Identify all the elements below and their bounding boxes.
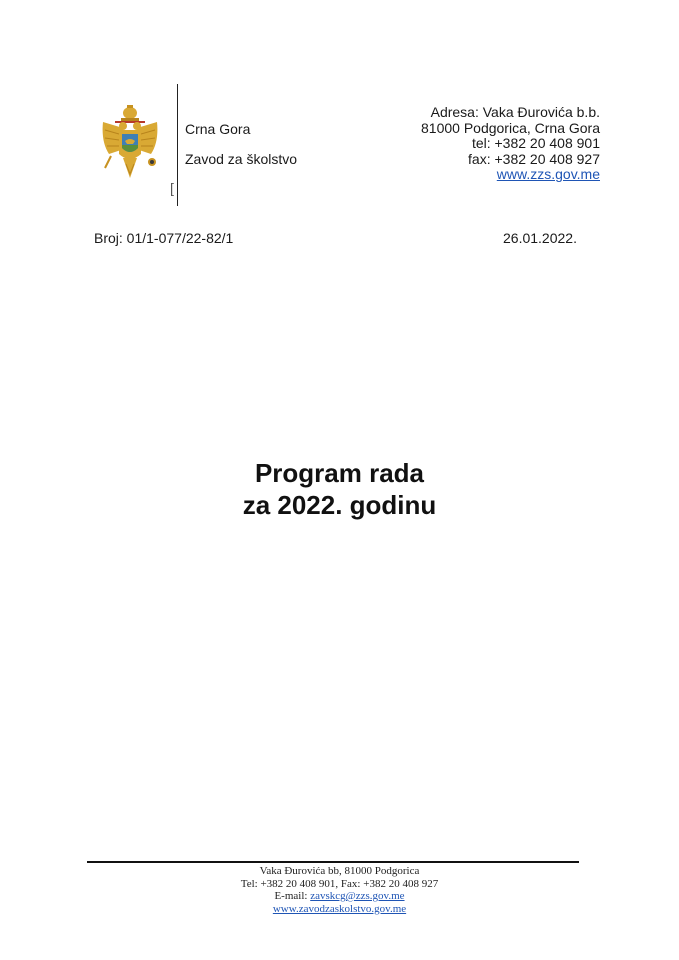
document-title [0,457,679,521]
contact-block [421,105,600,183]
footer-email-link[interactable]: zavskcg@zzs.gov.me [310,890,405,902]
fax-line: fax: +382 20 408 927 [468,150,600,167]
address-line: Adresa: Vaka Đurovića b.b. [430,104,600,120]
coat-of-arms-icon [99,104,161,182]
footer-divider [87,861,579,863]
title-line-2: za 2022. godinu [242,490,437,520]
footer-email-row [0,890,679,903]
footer-website-link[interactable]: www.zavodzaskolstvo.gov.me [272,902,407,915]
title-line-1: Program rada [254,458,425,488]
footer-address: Vaka Đurovića bb, 81000 Podgorica [259,865,420,877]
footer-email-label: E-mail: [274,890,311,902]
website-link[interactable]: www.zzs.gov.me [496,166,600,182]
footer-phones: Tel: +382 20 408 901, Fax: +382 20 408 927 [240,877,439,890]
country-name: Crna Gora [185,121,251,137]
institution-name: Zavod za školstvo [185,151,298,167]
document-date: 26.01.2022. [503,230,577,246]
phone-line: tel: +382 20 408 901 [471,135,600,151]
reference-number: Broj: 01/1-077/22-82/1 [94,230,234,246]
bracket-mark: [ [170,180,174,196]
header-divider [177,84,178,206]
footer [0,865,679,915]
city-line: 81000 Podgorica, Crna Gora [421,119,600,136]
